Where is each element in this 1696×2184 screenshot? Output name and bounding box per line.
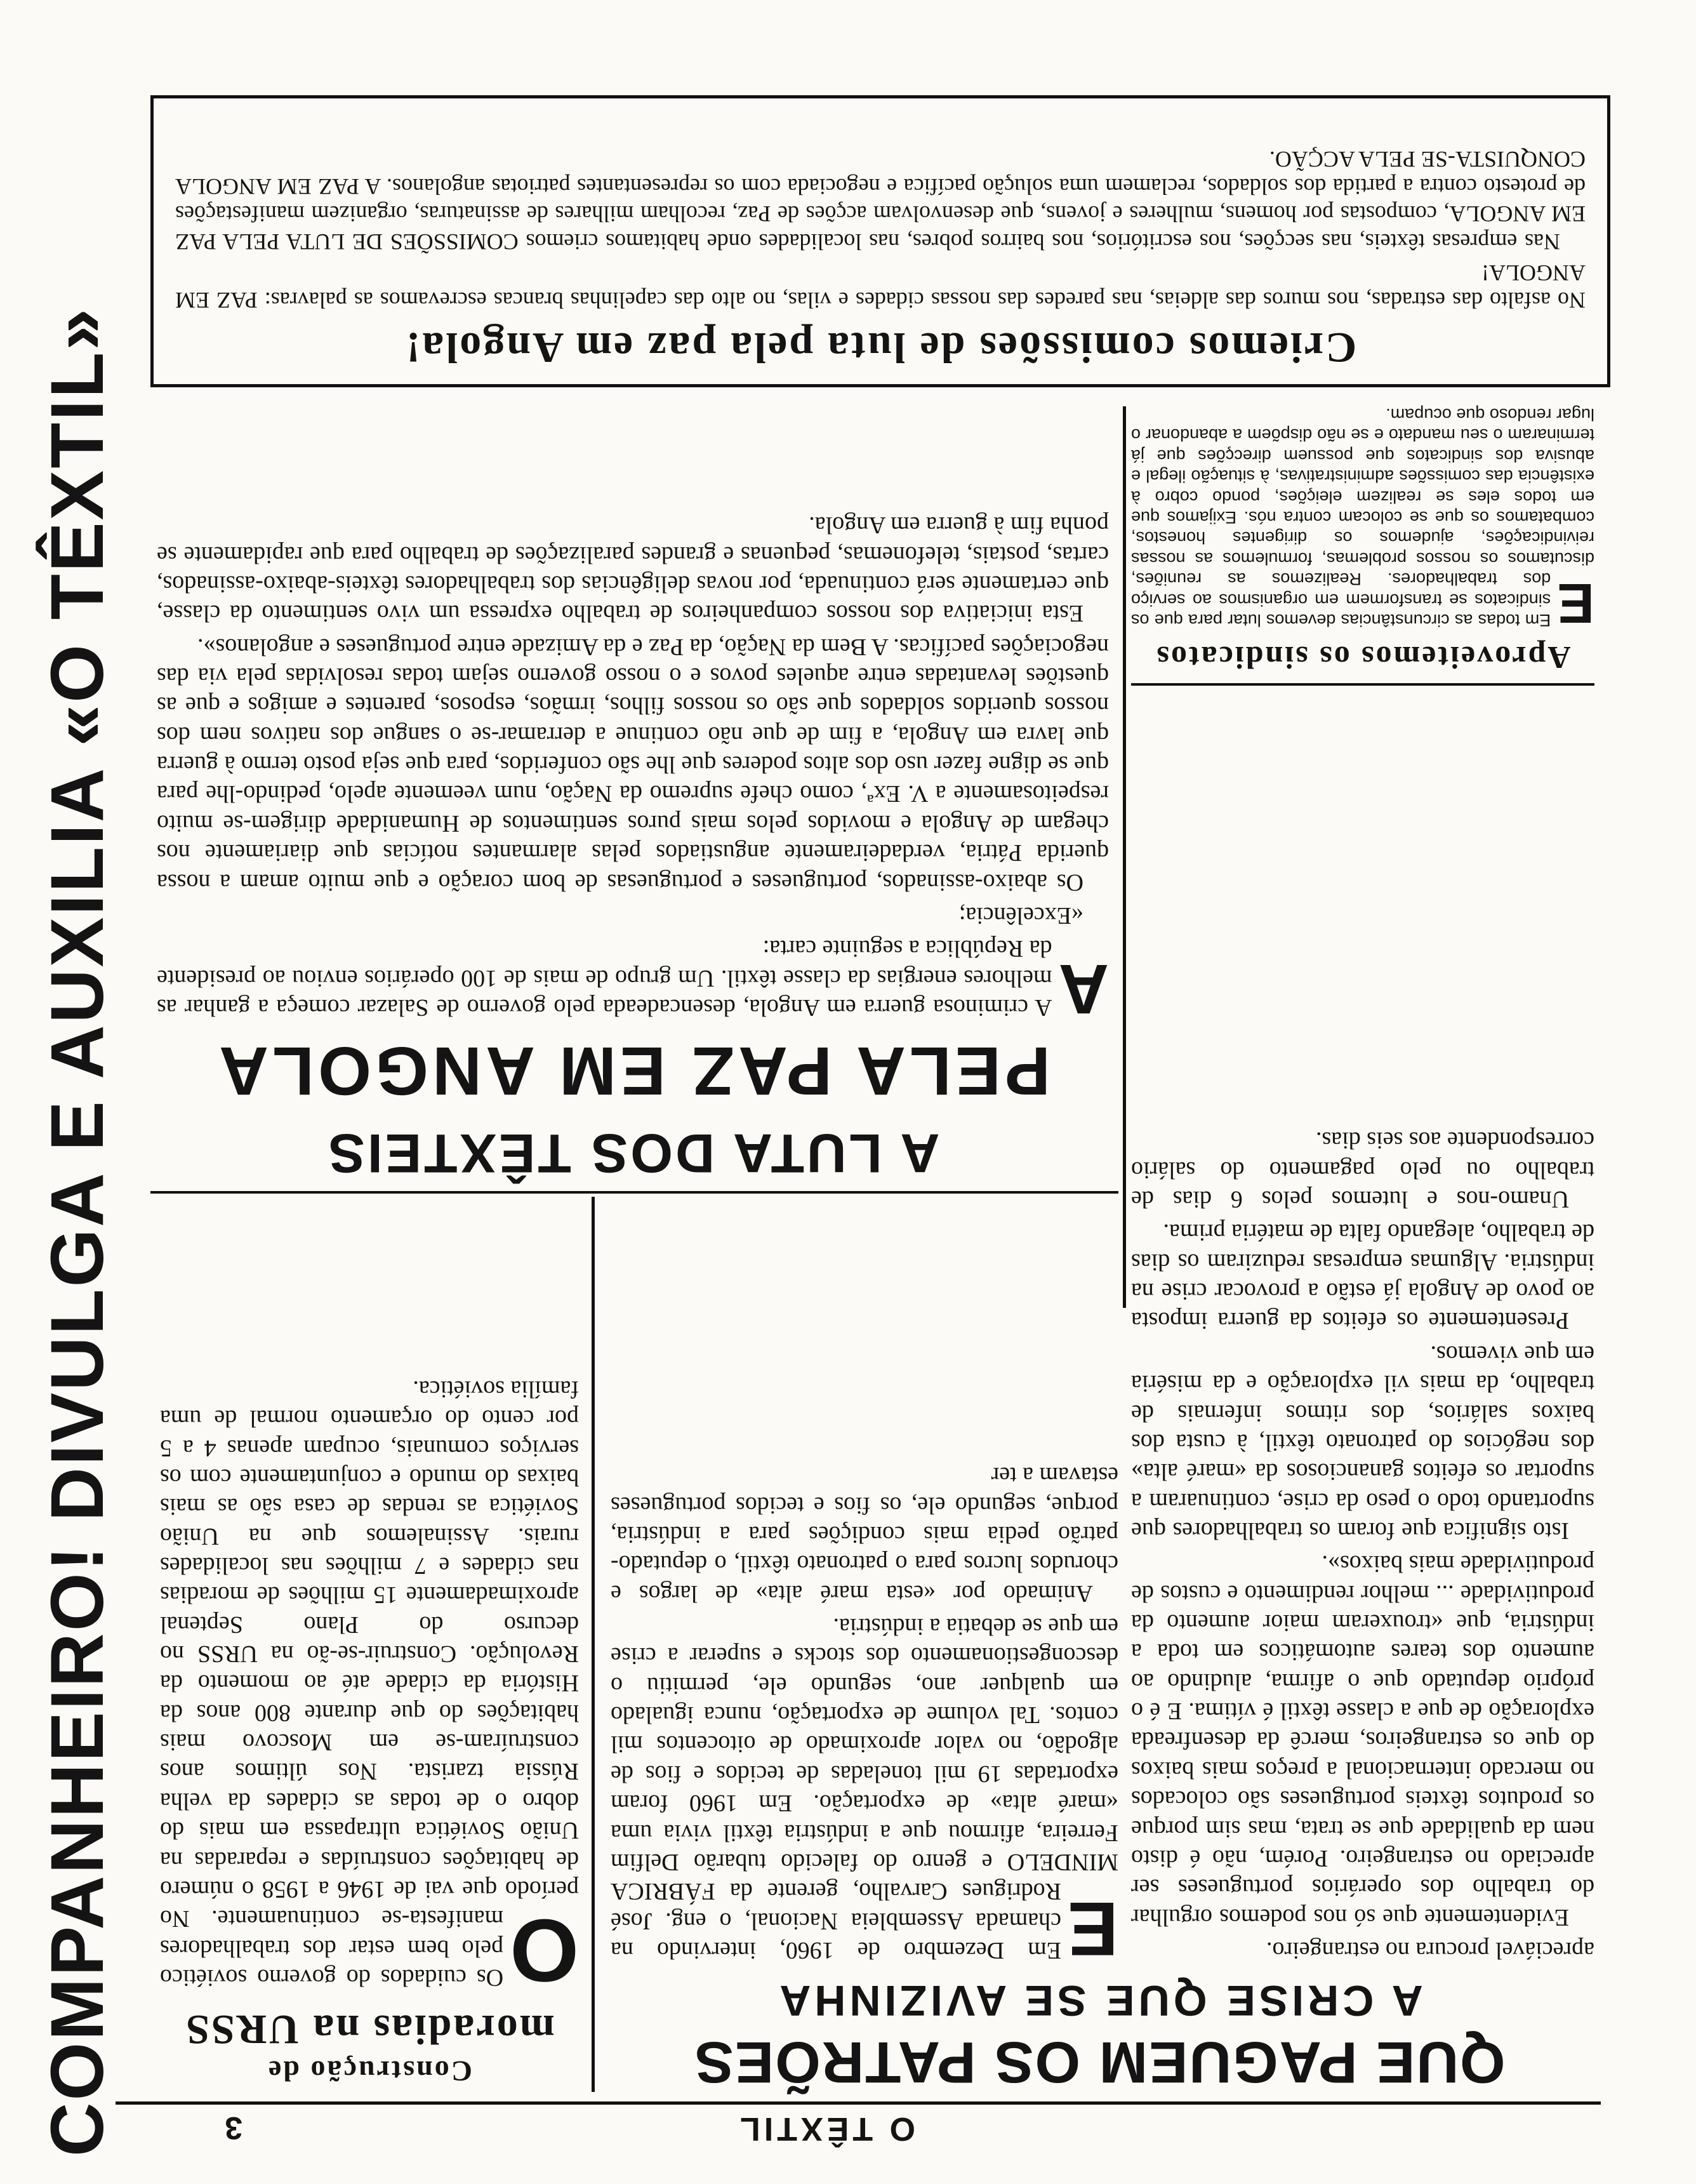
sindicatos-paragraph (1131, 404, 1594, 635)
patroes-text: Em Dezembro de 1960, intervindo na chamada Assembleia Nacional, o eng. José Rodrigues Carvalho, gerente da FÁBRICA MINDELO e genro do falecido tubarão Delfim Ferreira, afirmou que a indústria têxtil vivia uma «maré alta» de exportação. Em 1960 foram exportadas 19 mil toneladas de tecidos e fios de algodão, no valor aproximado de oitocentos mil contos. Tal volume de exportação, nunca igualado em qualquer ano, segundo ele, permitiu o descongestionamento dos stocks e superar a crise em que se debatia a indústria. (611, 1613, 1118, 1964)
patroes-title: QUE PAGUEM OS PATRÕES (693, 2030, 1506, 2094)
sindicatos-title: Aproveitemos os sindicatos (1155, 640, 1571, 676)
luta-text: A criminosa guerra em Angola, desencadeada pelo governo de Salazar começa a ganhar as melhores energias da classe têxtil. Um grupo de mais de 100 operários enviou ao presidente da República a seguinte carta: (157, 935, 1052, 1021)
luta-paragraph: «Excelência; (958, 902, 1083, 929)
moradias-kicker: Construção de (267, 2055, 472, 2087)
sindicatos-text: Em todas as circunstâncias devemos lutar para que os sindicatos se transformem em organismos ao serviço dos trabalhadores. Realizemos as reuniões, discutamos os nossos problemas, formulemos as nossas reivindicações, ajudemos os dirigentes honestos, combatamos os que se colocam contra nós. Exijamos que em todos eles se realizem eleições, pondo cobro à existência das comissões administrativas, à situação ilegal e abusiva dos sindicatos que possuem direcções que já terminaram o seu mandato e se não dispõem a abandonar o lugar rendoso que ocupam. (1131, 405, 1594, 630)
drop-cap: A (1058, 950, 1109, 1028)
patroes-paragraph: Presentemente os efeitos da guerra imposta ao povo de Angola já estão a provocar crise na indústria. Algumas empresas reduziram os dias de trabalho, alegando falta de matéria prima. (1131, 1219, 1594, 1335)
moradias-body (160, 1374, 579, 2001)
article-sindicatos (1131, 397, 1594, 676)
luta-paragraph (157, 934, 1109, 1028)
patroes-paragraph: Unamo-nos e lutemos pelos 6 dias de trabalho ou pelo pagamento do salário correspondente aos seis dias. (1131, 1127, 1594, 1213)
sidebar-banner (14, 307, 141, 2157)
comissoes-paragraph: No asfalto das estradas, nos muros das aldeias, nas paredes das nossas cidades e vilas, no alto das capelinhas brancas escrevamos as palavras: PAZ EM ANGOLA! (175, 260, 1586, 313)
article-comissoes (150, 95, 1610, 387)
comissoes-body (175, 145, 1586, 314)
moradias-paragraph (160, 1374, 579, 2001)
luta-title-line2: PELA PAZ EM ANGOLA (215, 1033, 1050, 1110)
comissoes-title: Criemos comissões de luta pela paz em Angola! (404, 324, 1357, 372)
sidebar-banner-text: COMPANHEIRO! DIVULGA E AUXILIA «O TÊXTIL» (36, 307, 119, 2157)
luta-paragraph: Esta iniciativa dos nossos companheiros de trabalho expressa um vivo sentimento da classe, que certamente será continuada, por novas deligências dos trabalhadores têxteis-abaixo-assinados, cartas, postais, telefonemas, pequenas e grandes paralizações de trabalho para que rapidamente se ponha fim à guerra em Angola. (157, 512, 1109, 627)
patroes-paragraph (611, 1612, 1118, 1971)
moradias-text: Os cuidados do governo soviético pelo bem estar dos trabalhadores manifesta-se continuamente. No período que vai de 1946 a 1958 o número de habitações construídas e reparadas na União Soviética ultrapassa em mais do dobro o de todas as cidades da velha Rússia tzarista. Nos últimos anos construíram-se em Moscovo mais habitações do que durante 800 anos da História da cidade até ao momento da Revolução. Construir-se-ão na URSS no decurso do Plano Septenal aproximadamente 15 milhões de moradias nas cidades e 7 milhões nas localidades rurais. Assinalemos que na União Soviética as rendas de casa são as mais baixas do mundo e conjuntamente com os serviços comunais, ocupam apenas 4 a 5 por cento do orçamento normal de uma família soviética. (160, 1375, 579, 1991)
luta-paragraph: Os abaixo-assinados, portugueses e portuguesas de bom coração e que muito amam a nossa querida Pátria, verdadeiramente angustiados pelas alarmantes notícias que diariamente nos chegam de Angola e movidos pelos mais puros sentimentos de Humanidade dirigem-se muito respeitosamente a V. Exª, como chefe supremo da Nação, num veemente apelo, pedindo-lhe para que se digne fazer uso dos altos poderes que lhe são conferidos, para que seja posto termo à guerra que lavra em Angola, a fim de que não continue a derramar-se o sangue dos nativos nem dos nossos queridos soldados que são os nossos filhos, irmãos, esposos, parentes e amigos e que as questões levantadas entre aqueles povos e o nosso governo sejam todas resolvidas pela via das negociações pacíficas. A Bem da Nação, da Paz e da Amizade entre portugueses e angolanos». (157, 633, 1109, 896)
patroes-subtitle: A CRISE QUE SE AVIZINHA (776, 1976, 1423, 2025)
column-divider (1123, 406, 1126, 1308)
page-header (116, 2101, 1601, 2149)
patroes-paragraph: Evidentemente que só nos podemos orgulhar do trabalho dos operários portugueses ser apreciado no estrangeiro. Porém, não é disto nem da qualidade que se trata, mas sim porque os produtos têxteis portugueses são colocados no mercado internacional a preços mais baixos do que os estrangeiros, mercê da desenfreada exploração de que a classe têxtil é vítima. E é o próprio deputado que o afirma, aludindo ao aumento dos teares automáticos em toda a indústria, que «trouxeram maior aumento da produtividade ... melhor rendimento e custos de produtividade mais baixos». (1131, 1550, 1594, 1931)
patroes-column-right (1131, 695, 1594, 1965)
section-divider (150, 1191, 1118, 1194)
drop-cap: E (1557, 572, 1594, 635)
moradias-title: moradias na URSS (184, 2006, 555, 2053)
patroes-paragraph: Isto significa que foram os trabalhadores que suportando todo o peso da crise, continuaram a suportar os efeitos gananciosos da «maré alta» dos negócios do patronato têxtil, à custa dos baixos salários, dos ritmos infernais de trabalho, da mais vil exploração e da miséria em que vivemos. (1131, 1340, 1594, 1544)
header-title: O TÊXTIL (736, 2110, 915, 2147)
section-divider (1131, 683, 1594, 686)
patroes-paragraph: Animado por «esta maré alta» de largos e chorudos lucros para o patronato têxtil, o deputado-patrão pedia mais condições para a indústria, porque, segundo ele, os fios e tecidos portugueses estavam a ter (611, 1462, 1118, 1607)
luta-title-line1: A LUTA DOS TÊXTEIS (326, 1122, 940, 1183)
column-divider (592, 1197, 595, 2092)
luta-body (157, 381, 1109, 1028)
article-moradias (160, 1197, 579, 2092)
patroes-paragraph: apreciável procura no estrangeiro. (1266, 1937, 1594, 1964)
patroes-column-left (611, 1197, 1118, 1971)
page-number: 3 (225, 2110, 242, 2146)
comissoes-paragraph: Nas empresas têxteis, nas secções, nos escritórios, nos bairros pobres, nas localidades onde habitamos criemos COMISSÕES DE LUTA PELA PAZ EM ANGOLA, compostas por homens, mulheres e jovens, que desenvolvam acções de Paz, recolham milhares de assinaturas, organizem manifestações de protesto contra a partida dos soldados, reclamem uma solução pacífica e negociada com os representantes patriotas angolanos. A PAZ EM ANGOLA CONQUISTA-SE PELA ACÇÃO. (175, 147, 1586, 255)
drop-cap: O (510, 1901, 579, 2001)
drop-cap: E (1067, 1886, 1118, 1971)
sindicatos-body (1131, 404, 1594, 635)
